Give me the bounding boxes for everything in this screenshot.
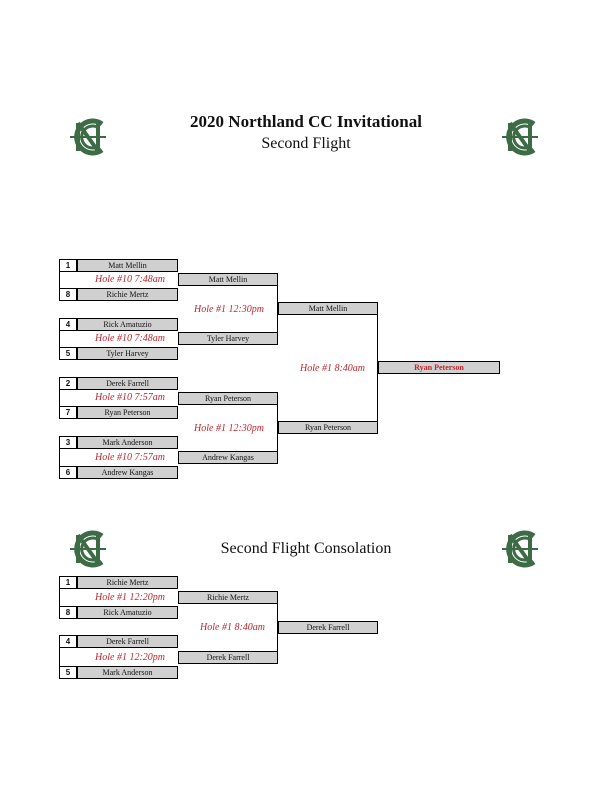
tee-time: Hole #10 7:57am (95, 452, 165, 463)
consolation-slot-r1: Mark Anderson (77, 666, 178, 679)
tee-time: Hole #10 7:48am (95, 333, 165, 344)
bracket-slot-r2: Andrew Kangas (178, 451, 278, 464)
page-subtitle: Second Flight (261, 135, 351, 152)
consolation-slot-r2: Richie Mertz (178, 591, 278, 604)
seed-number: 1 (59, 576, 77, 589)
bracket-slot-r1: Andrew Kangas (77, 466, 178, 479)
bracket-slot-r1: Richie Mertz (77, 288, 178, 301)
seed-number: 2 (59, 377, 77, 390)
ncc-monogram-icon (494, 526, 546, 572)
consolation-title: Second Flight Consolation (220, 540, 392, 557)
consolation-slot-r1: Richie Mertz (77, 576, 178, 589)
tee-time: Hole #1 12:30pm (194, 304, 264, 315)
ncc-monogram-icon (62, 526, 114, 572)
consolation-slot-r2: Derek Farrell (178, 651, 278, 664)
seed-number: 8 (59, 606, 77, 619)
bracket-slot-r1: Derek Farrell (77, 377, 178, 390)
bracket-slot-r3: Matt Mellin (278, 302, 378, 315)
tee-time: Hole #1 8:40am (200, 622, 265, 633)
consolation-slot-r1: Rick Amatuzio (77, 606, 178, 619)
seed-number: 6 (59, 466, 77, 479)
seed-number: 3 (59, 436, 77, 449)
bracket-slot-r2: Tyler Harvey (178, 332, 278, 345)
seed-number: 4 (59, 635, 77, 648)
bracket-slot-r1: Ryan Peterson (77, 406, 178, 419)
bracket-line (59, 272, 60, 288)
tee-time: Hole #10 7:57am (95, 392, 165, 403)
bracket-slot-r1: Matt Mellin (77, 259, 178, 272)
seed-number: 7 (59, 406, 77, 419)
consolation-slot-r1: Derek Farrell (77, 635, 178, 648)
bracket-line (59, 331, 60, 347)
consolation-winner-slot: Derek Farrell (278, 621, 378, 634)
page-title: 2020 Northland CC Invitational (190, 112, 422, 131)
ncc-monogram-icon (62, 114, 114, 160)
bracket-slot-r1: Rick Amatuzio (77, 318, 178, 331)
tee-time: Hole #10 7:48am (95, 274, 165, 285)
tee-time: Hole #1 8:40am (300, 363, 365, 374)
bracket-slot-r2: Matt Mellin (178, 273, 278, 286)
bracket-slot-r2: Ryan Peterson (178, 392, 278, 405)
bracket-slot-r1: Mark Anderson (77, 436, 178, 449)
tee-time: Hole #1 12:20pm (95, 592, 165, 603)
bracket-slot-r1: Tyler Harvey (77, 347, 178, 360)
bracket-line (59, 589, 60, 606)
tee-time: Hole #1 12:20pm (95, 652, 165, 663)
bracket-slot-r3: Ryan Peterson (278, 421, 378, 434)
bracket-line (59, 648, 60, 666)
ncc-monogram-icon (494, 114, 546, 160)
bracket-line (59, 390, 60, 406)
champion-slot: Ryan Peterson (378, 361, 500, 374)
seed-number: 5 (59, 666, 77, 679)
seed-number: 8 (59, 288, 77, 301)
seed-number: 4 (59, 318, 77, 331)
bracket-line (59, 449, 60, 466)
seed-number: 5 (59, 347, 77, 360)
seed-number: 1 (59, 259, 77, 272)
tee-time: Hole #1 12:30pm (194, 423, 264, 434)
